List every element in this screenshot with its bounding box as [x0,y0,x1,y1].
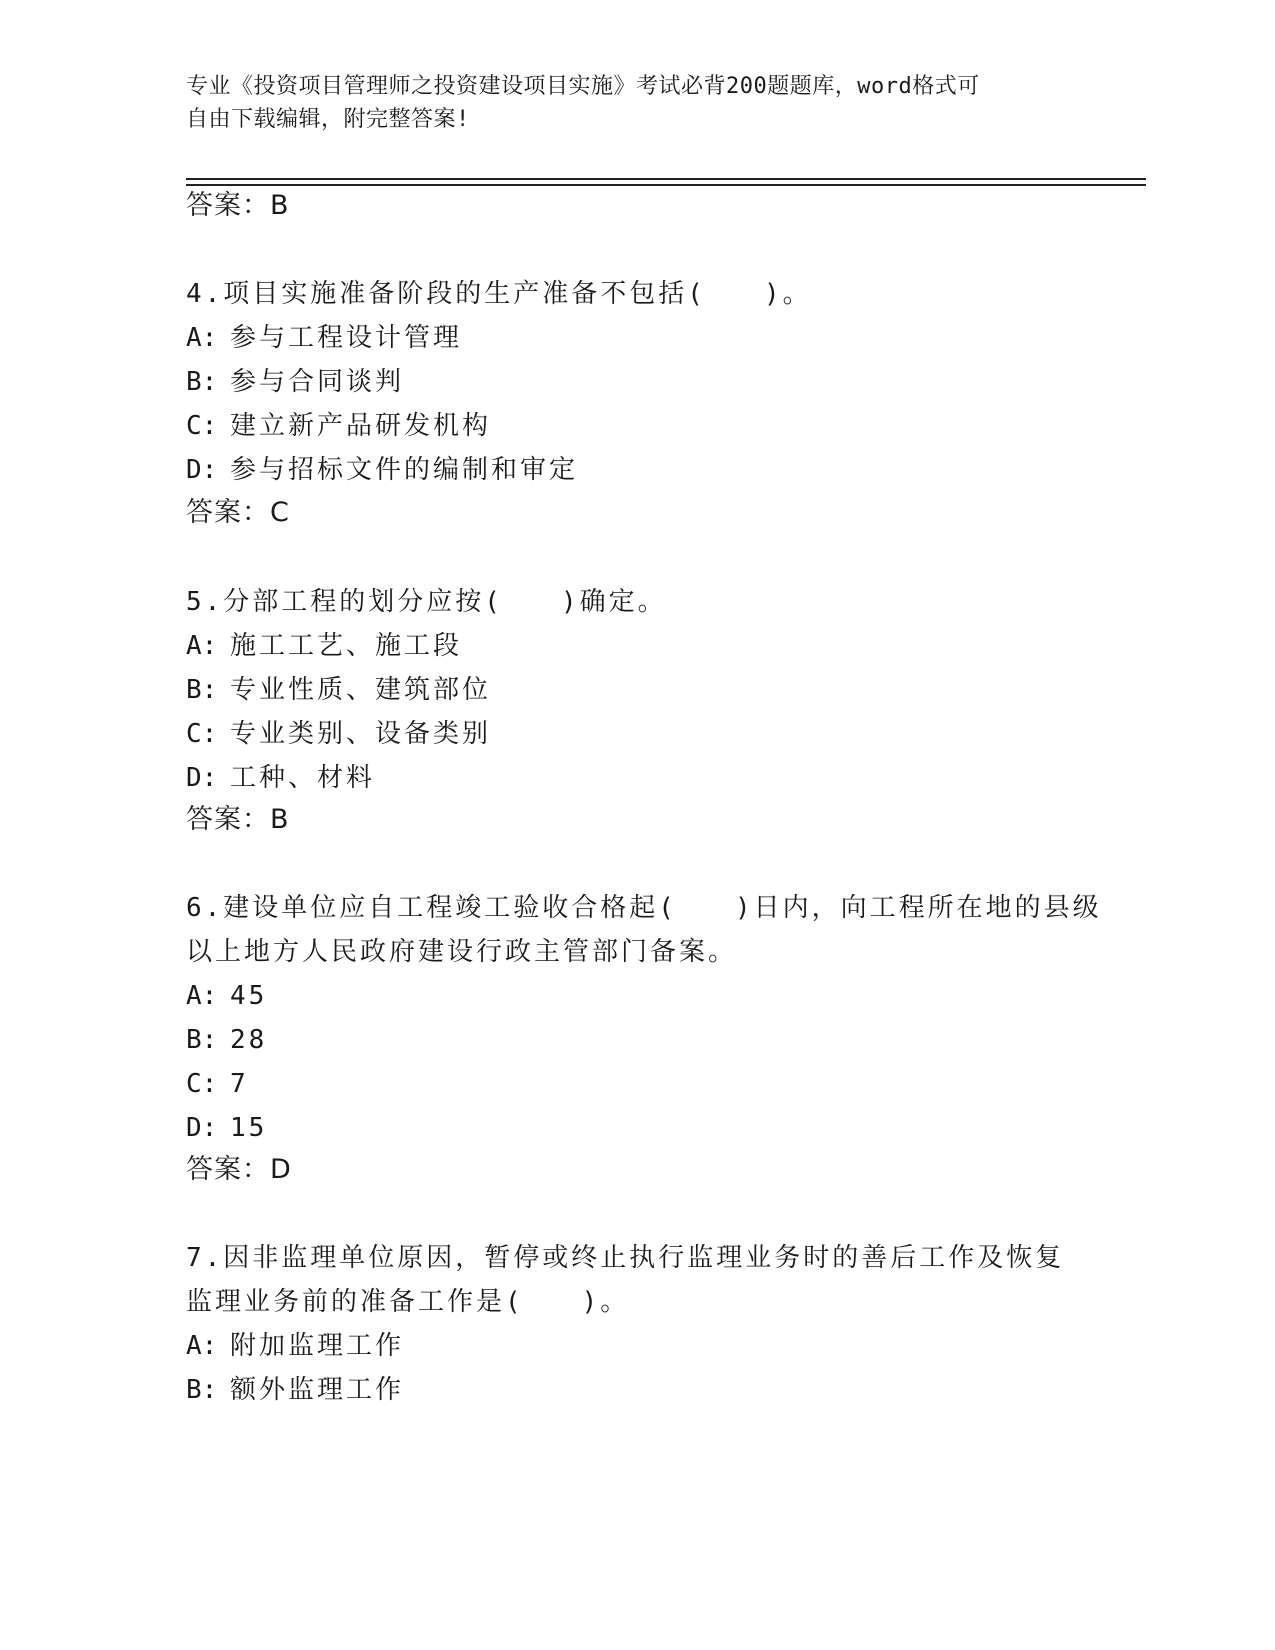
question-5-option-a [186,630,462,662]
question-6-option-b [186,1024,267,1056]
question-7-stem-line-2: 监理业务前的准备工作是( )。 [186,1287,630,1317]
question-7-stem-line-1: 7.因非监理单位原因，暂停或终止执行监理业务时的善后工作及恢复 [186,1243,1065,1273]
option-label: A: [186,631,218,661]
option-label: B: [186,1375,218,1405]
header-line-2: 自由下载编辑，附完整答案! [186,107,470,132]
option-text: 额外监理工作 [230,1375,405,1405]
header-divider-bottom [186,184,1146,186]
option-label: D: [186,1113,218,1143]
option-text: 建立新产品研发机构 [230,411,492,441]
option-label: B: [186,675,218,705]
option-label: C: [186,1069,218,1099]
header-divider-top [186,178,1146,180]
question-5-option-d [186,762,375,794]
question-5-stem: 5.分部工程的划分应按( )确定。 [186,587,667,617]
answer-prev [186,190,290,222]
question-6-option-c [186,1068,249,1100]
option-text: 专业性质、建筑部位 [230,675,492,705]
header-line-1: 专业《投资项目管理师之投资建设项目实施》考试必背200题题库，word格式可 [186,74,980,99]
question-4-option-a [186,322,462,354]
option-text: 45 [230,981,268,1011]
option-text: 参与招标文件的编制和审定 [230,455,579,485]
answer-value: D [270,1154,292,1185]
answer-prefix: 答案： [186,497,270,528]
option-label: A: [186,1331,218,1361]
option-label: A: [186,323,218,353]
question-7-option-b [186,1374,404,1406]
document-header [186,70,1066,136]
option-label: B: [186,367,218,397]
question-6-stem-line-2: 以上地方人民政府建设行政主管部门备案。 [186,937,738,967]
option-label: C: [186,411,218,441]
question-6-stem-line-1: 6.建设单位应自工程竣工验收合格起( )日内，向工程所在地的县级 [186,893,1102,923]
option-text: 附加监理工作 [230,1331,405,1361]
answer-value: C [270,497,290,528]
question-6-option-d [186,1112,267,1144]
question-5-option-b [186,674,491,706]
question-4-option-d [186,454,578,486]
answer-prefix: 答案： [186,804,270,835]
option-text: 参与工程设计管理 [230,323,463,353]
question-5-answer [186,804,290,836]
option-label: B: [186,1025,218,1055]
question-6-option-a [186,980,267,1012]
answer-prefix: 答案： [186,1154,270,1185]
option-text: 专业类别、设备类别 [230,719,492,749]
option-label: D: [186,455,218,485]
option-label: D: [186,763,218,793]
question-5-option-c [186,718,491,750]
option-label: A: [186,981,218,1011]
option-text: 参与合同谈判 [230,367,405,397]
question-4-option-c [186,410,491,442]
option-text: 28 [230,1025,268,1055]
option-label: C: [186,719,218,749]
question-6-answer [186,1154,292,1186]
option-text: 工种、材料 [230,763,376,793]
question-7-option-a [186,1330,404,1362]
option-text: 7 [230,1069,249,1099]
question-4-answer [186,497,290,529]
option-text: 施工工艺、施工段 [230,631,463,661]
answer-prefix: 答案： [186,190,270,221]
answer-value: B [270,190,290,221]
question-4-stem: 4.项目实施准备阶段的生产准备不包括( )。 [186,279,812,309]
question-4-option-b [186,366,404,398]
option-text: 15 [230,1113,268,1143]
answer-value: B [270,804,290,835]
